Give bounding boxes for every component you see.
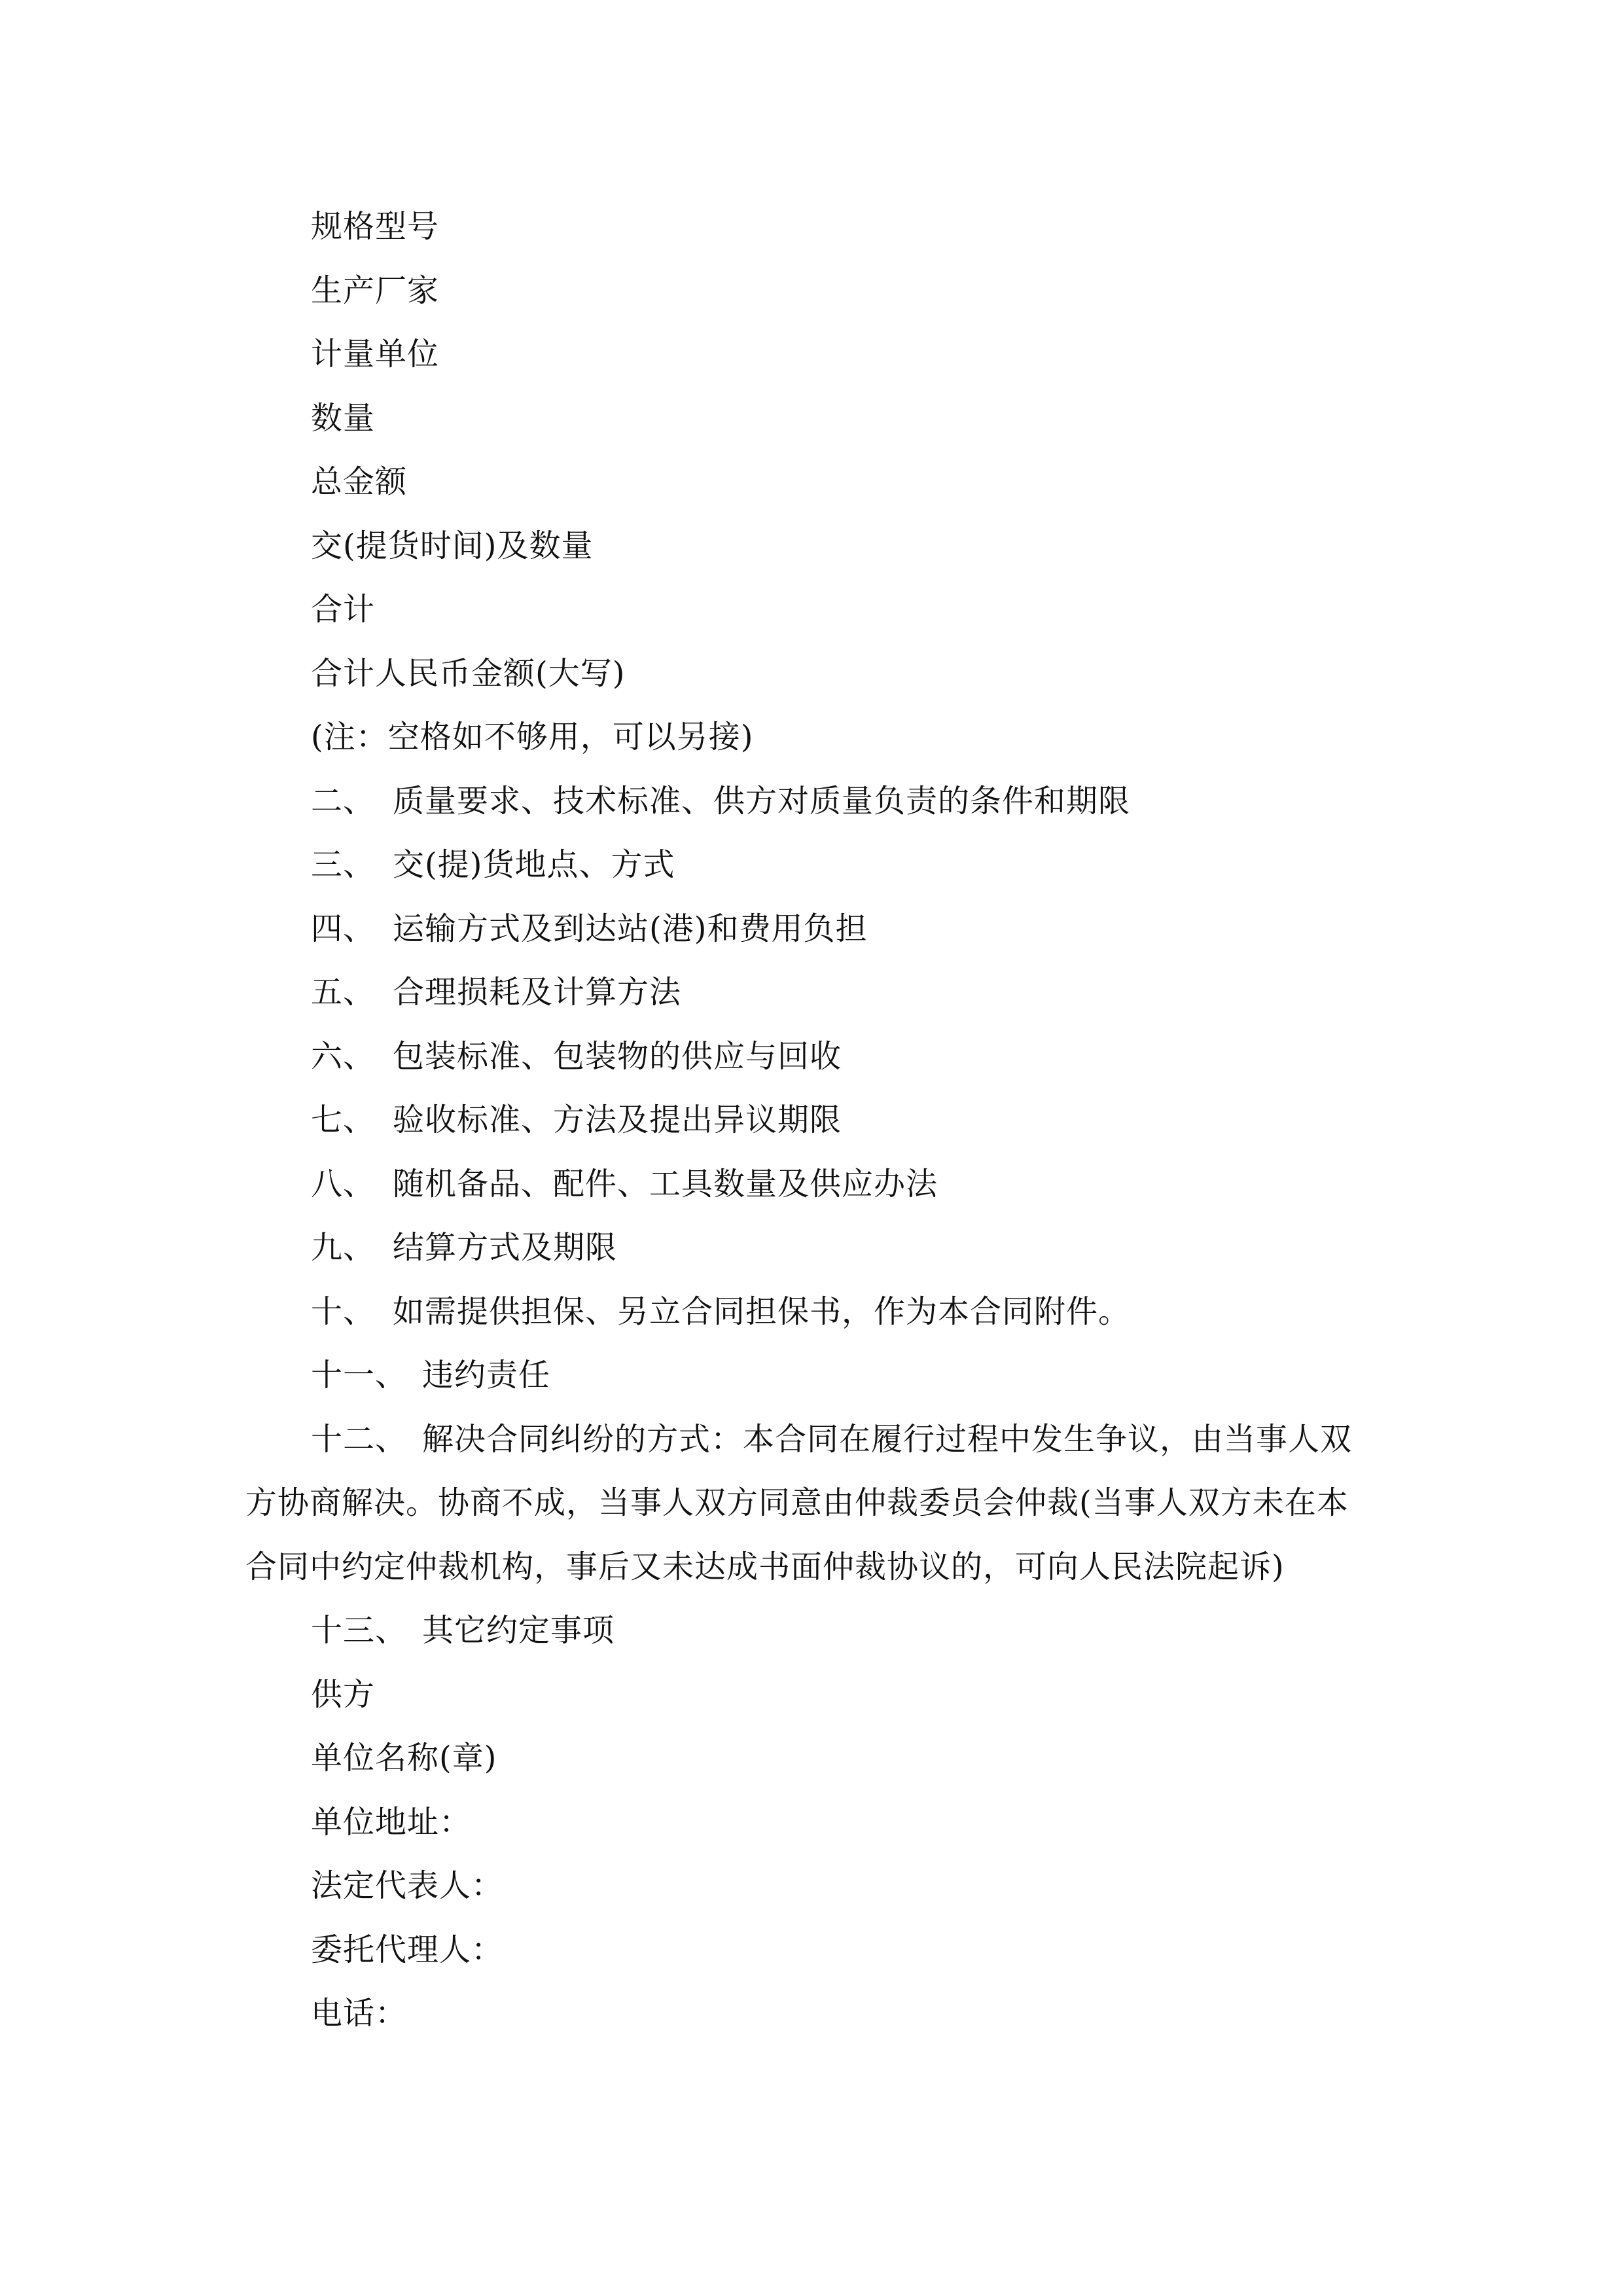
clause-text: 包装标准、包装物的供应与回收	[393, 1038, 842, 1075]
supplier-agent: 委托代理人：	[311, 1931, 504, 1968]
clause-number: 八、	[311, 1166, 376, 1202]
clause-12-continuation: 方协商解决。协商不成，当事人双方同意由仲裁委员会仲裁(当事人双方未在本	[245, 1484, 1349, 1521]
clause-2	[311, 783, 1130, 819]
clause-7	[311, 1102, 842, 1138]
clause-number: 三、	[311, 846, 376, 883]
clause-number: 十三、	[311, 1612, 408, 1649]
clause-6	[311, 1038, 842, 1075]
item-total-amount: 总金额	[311, 463, 408, 500]
clause-11	[311, 1357, 550, 1393]
clause-text: 运输方式及到达站(港)和费用负担	[393, 910, 868, 947]
clause-number: 二、	[311, 783, 376, 819]
item-spec: 规格型号	[311, 208, 440, 245]
item-note: (注：空格如不够用，可以另接)	[311, 719, 754, 755]
clause-number: 四、	[311, 910, 376, 947]
clause-text: 解决合同纠纷的方式：本合同在履行过程中发生争议，由当事人双	[422, 1421, 1353, 1458]
clause-8	[311, 1166, 938, 1202]
clause-text: 如需提供担保、另立合同担保书，作为本合同附件。	[393, 1293, 1131, 1330]
supplier-name: 单位名称(章)	[311, 1740, 497, 1776]
clause-12	[311, 1421, 1352, 1458]
clause-9	[311, 1229, 617, 1266]
item-quantity: 数量	[311, 400, 376, 437]
item-manufacturer: 生产厂家	[311, 272, 440, 309]
clause-text: 随机备品、配件、工具数量及供应办法	[393, 1166, 938, 1202]
clause-13	[311, 1612, 615, 1649]
clause-4	[311, 910, 867, 947]
clause-text: 违约责任	[422, 1357, 551, 1393]
clause-number: 七、	[311, 1102, 376, 1138]
clause-text: 质量要求、技术标准、供方对质量负责的条件和期限	[393, 783, 1131, 819]
clause-text: 验收标准、方法及提出异议期限	[393, 1102, 842, 1138]
item-total-rmb: 合计人民币金额(大写)	[311, 655, 626, 692]
item-total: 合计	[311, 591, 376, 628]
supplier-address: 单位地址：	[311, 1804, 472, 1840]
clause-5	[311, 974, 681, 1011]
clause-text: 交(提)货地点、方式	[393, 846, 675, 883]
clause-number: 九、	[311, 1229, 376, 1266]
clause-text: 结算方式及期限	[393, 1229, 618, 1266]
item-delivery-time: 交(提货时间)及数量	[311, 528, 594, 564]
clause-number: 十二、	[311, 1421, 408, 1458]
clause-number: 十、	[311, 1293, 376, 1330]
clause-3	[311, 846, 675, 883]
clause-number: 六、	[311, 1038, 376, 1075]
supplier-legal-rep: 法定代表人：	[311, 1867, 504, 1904]
supplier-heading: 供方	[311, 1676, 376, 1713]
clause-text: 合理损耗及计算方法	[393, 974, 682, 1011]
clause-12-continuation: 合同中约定仲裁机构，事后又未达成书面仲裁协议的，可向人民法院起诉)	[245, 1549, 1285, 1585]
item-unit: 计量单位	[311, 336, 440, 372]
clause-number: 十一、	[311, 1357, 408, 1393]
clause-number: 五、	[311, 974, 376, 1011]
supplier-phone: 电话：	[311, 1995, 408, 2032]
clause-10	[311, 1293, 1130, 1330]
clause-text: 其它约定事项	[422, 1612, 615, 1649]
